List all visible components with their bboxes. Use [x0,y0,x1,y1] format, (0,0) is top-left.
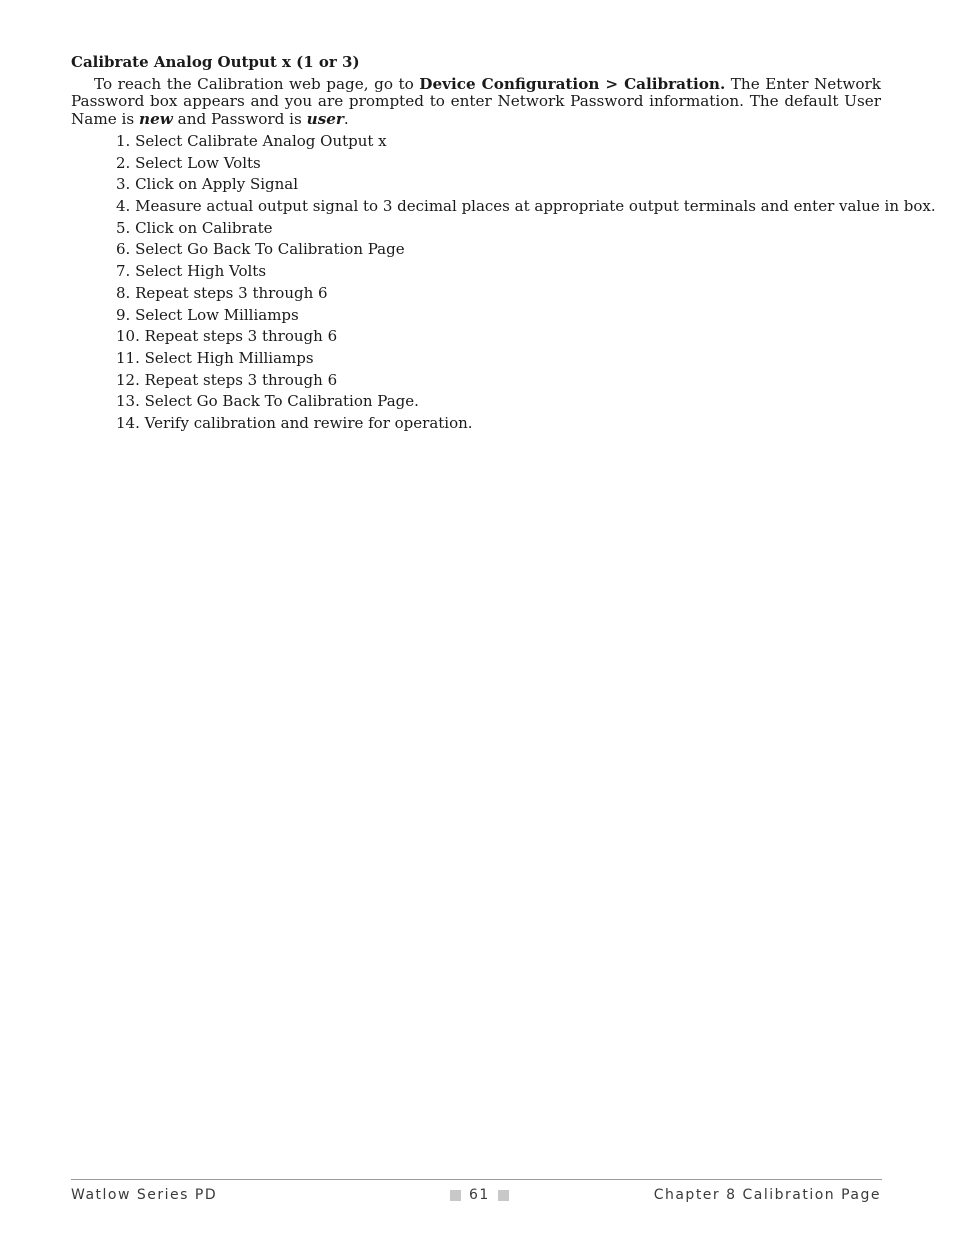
list-item: 13. Select Go Back To Calibration Page. [116,392,419,411]
list-item: 1. Select Calibrate Analog Output x [116,132,387,150]
footer-chapter-title: Chapter 8 Calibration Page [653,1187,881,1203]
square-bullet-icon [450,1190,461,1201]
list-item: 10. Repeat steps 3 through 6 [116,327,338,346]
menu-path: Device Configuration > Calibration. [419,74,726,93]
list-item: 14. Verify calibration and rewire for operation. [116,413,473,432]
list-item: 2. Select Low Volts [116,153,261,172]
list-item: 6. Select Go Back To Calibration Page [116,240,405,259]
square-bullet-icon [498,1190,509,1201]
list-item: 4. Measure actual output signal to 3 decimal places at appropriate output terminals and enter value in box. [116,197,936,216]
intro-text-4: . [343,109,349,128]
default-password: user [306,109,344,128]
footer-page-marker [450,1187,509,1203]
page-number: 61 [469,1187,490,1203]
list-item: 3. Click on Apply Signal [116,175,299,194]
footer-divider [71,1179,882,1180]
intro-text-1: To reach the Calibration web page, go to [94,74,420,93]
page-footer [71,1187,881,1209]
section-heading: Calibrate Analog Output x (1 or 3) [71,53,360,71]
calibration-steps-list [71,131,936,435]
list-item: 8. Repeat steps 3 through 6 [116,283,328,302]
list-item: 5. Click on Calibrate [116,218,273,237]
list-item: 7. Select High Volts [116,262,267,281]
list-item: 9. Select Low Milliamps [116,305,299,324]
default-user-name: new [139,109,173,128]
list-item: 12. Repeat steps 3 through 6 [116,370,338,389]
intro-text-2: The Enter Network Password box appears and you are prompted to enter Network Password information. The default User Name is [71,74,881,128]
footer-product-name: Watlow Series PD [71,1187,218,1203]
intro-paragraph [71,76,881,129]
intro-text-3: and Password is [172,109,307,128]
list-item: 11. Select High Milliamps [116,348,314,367]
page-content [71,53,936,435]
